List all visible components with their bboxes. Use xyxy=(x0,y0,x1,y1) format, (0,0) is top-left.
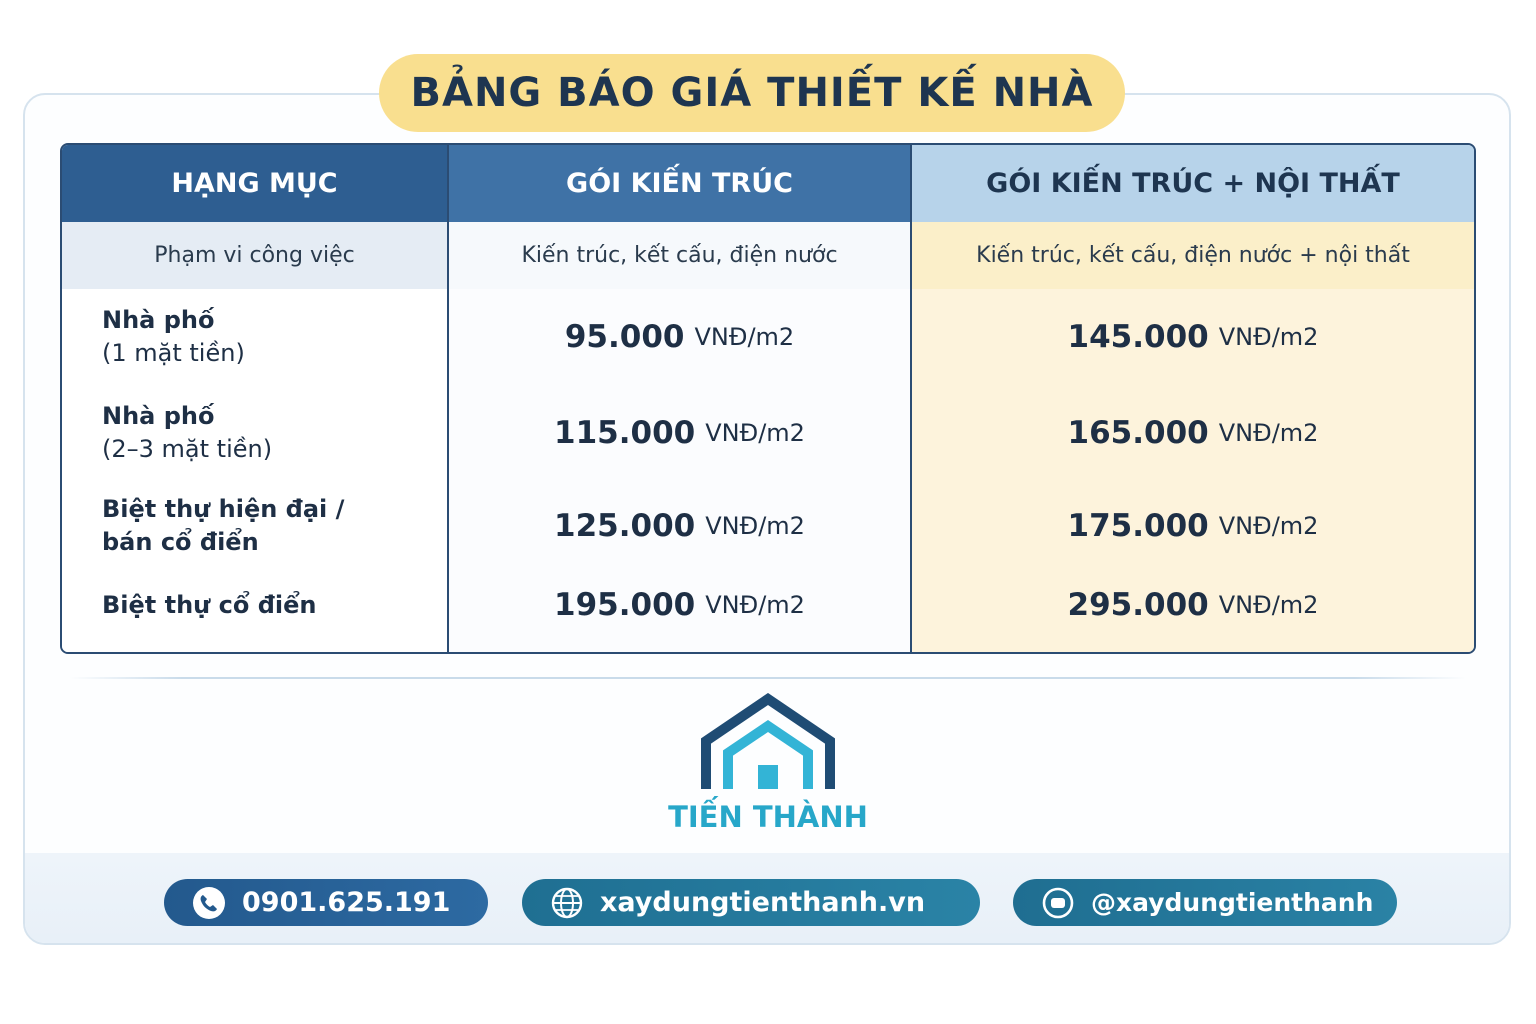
price-unit: VNĐ/m2 xyxy=(1218,511,1319,540)
website-button[interactable] xyxy=(522,879,980,926)
phone-icon xyxy=(192,886,226,920)
row-category xyxy=(62,289,449,385)
price-unit: VNĐ/m2 xyxy=(705,418,805,447)
house-logo-icon xyxy=(700,693,836,793)
price-unit: VNĐ/m2 xyxy=(1218,591,1319,619)
scope-architecture: Kiến trúc, kết cấu, điện nước xyxy=(449,222,912,289)
table-row xyxy=(62,480,1474,572)
price-value: 195.000 xyxy=(554,587,696,623)
table-row xyxy=(62,289,1474,386)
social-icon xyxy=(1041,886,1075,920)
brand-name: TIẾN THÀNH xyxy=(668,800,868,834)
website-url: xaydungtienthanh.vn xyxy=(600,887,926,918)
price-full xyxy=(912,385,1474,480)
header-full-package: GÓI KIẾN TRÚC + NỘI THẤT xyxy=(912,145,1474,222)
price-full xyxy=(912,289,1474,385)
table-header-row xyxy=(62,145,1474,222)
price-unit: VNĐ/m2 xyxy=(705,591,805,619)
price-unit: VNĐ/m2 xyxy=(1218,323,1319,351)
social-button[interactable] xyxy=(1013,879,1397,926)
price-value: 295.000 xyxy=(1067,587,1209,623)
row-name: Nhà phố xyxy=(102,306,215,334)
price-table xyxy=(60,143,1476,654)
phone-number: 0901.625.191 xyxy=(242,887,451,918)
row-category xyxy=(62,385,449,480)
price-architecture xyxy=(449,289,912,385)
price-architecture xyxy=(449,571,912,654)
row-name: Biệt thự cổ điển xyxy=(102,591,317,619)
price-unit: VNĐ/m2 xyxy=(694,323,795,351)
scope-label: Phạm vi công việc xyxy=(62,222,449,289)
scope-full: Kiến trúc, kết cấu, điện nước + nội thất xyxy=(912,222,1474,289)
price-architecture xyxy=(449,385,912,480)
price-value: 165.000 xyxy=(1067,414,1209,451)
price-value: 95.000 xyxy=(564,319,685,355)
header-architecture-package: GÓI KIẾN TRÚC xyxy=(449,145,912,222)
row-detail: (1 mặt tiền) xyxy=(102,339,245,367)
price-full xyxy=(912,480,1474,571)
price-unit: VNĐ/m2 xyxy=(1218,418,1319,447)
row-category xyxy=(62,480,449,571)
page-title: BẢNG BÁO GIÁ THIẾT KẾ NHÀ xyxy=(379,54,1125,132)
social-handle: @xaydungtienthanh xyxy=(1091,888,1374,917)
phone-button[interactable] xyxy=(164,879,488,926)
header-category: HẠNG MỤC xyxy=(62,145,449,222)
price-architecture xyxy=(449,480,912,571)
row-name: Nhà phố xyxy=(102,401,215,430)
price-value: 125.000 xyxy=(554,507,696,544)
price-full xyxy=(912,571,1474,654)
divider xyxy=(70,677,1466,679)
globe-icon xyxy=(550,886,584,920)
row-detail: (2–3 mặt tiền) xyxy=(102,434,273,463)
price-value: 175.000 xyxy=(1067,507,1209,544)
row-detail: bán cổ điển xyxy=(102,527,259,556)
table-row xyxy=(62,571,1474,654)
row-name: Biệt thự hiện đại / xyxy=(102,494,345,523)
price-value: 115.000 xyxy=(554,414,696,451)
price-value: 145.000 xyxy=(1067,319,1209,355)
scope-row xyxy=(62,222,1474,290)
row-category xyxy=(62,571,449,654)
price-unit: VNĐ/m2 xyxy=(705,511,805,540)
table-row xyxy=(62,385,1474,481)
